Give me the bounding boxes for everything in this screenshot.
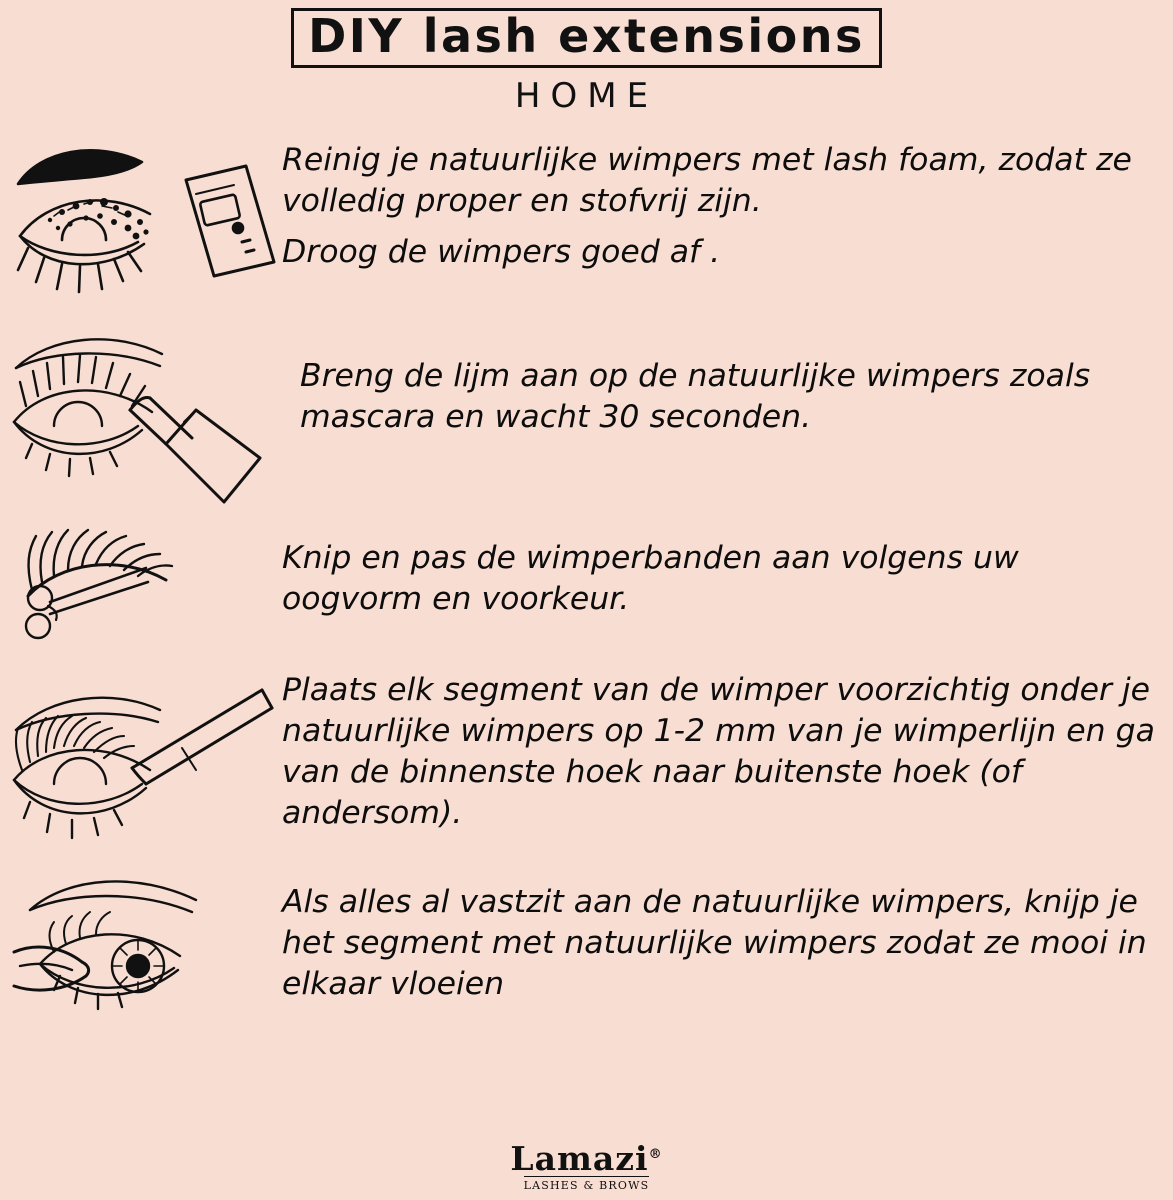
step-item: [0, 662, 1173, 872]
step-paragraph: Plaats elk segment van de wimper voorzichtig onder je natuurlijke wimpers op 1-2 mm van je wimperlijn en ga van de binnenste hoek naar buitenste hoek (of andersom).: [282, 672, 1155, 831]
step-text: [282, 326, 1155, 438]
brand-tagline: LASHES & BROWS: [524, 1176, 650, 1192]
lash-strip-with-scissors-icon: [10, 510, 282, 660]
eye-with-fingers-pinching-lashes-icon: [10, 866, 282, 1036]
page-title: DIY lash extensions: [308, 9, 865, 63]
eye-with-lash-foam-cleanser-icon: [10, 132, 282, 322]
step-text: [282, 132, 1155, 273]
step-text: [282, 510, 1155, 620]
brand-logo: [0, 1139, 1173, 1194]
step-item: [0, 132, 1173, 322]
step-text: [282, 662, 1155, 834]
brand-name-wrap: [510, 1139, 663, 1178]
page-subtitle: HOME: [514, 76, 659, 116]
step-paragraph: Droog de wimpers goed af .: [282, 233, 721, 270]
step-paragraph: Als alles al vastzit aan de natuurlijke wimpers, knijp je het segment met natuurlijke wimpers zodat ze mooi in elkaar vloeien: [282, 884, 1147, 1002]
title-box: [291, 8, 882, 68]
step-item: [0, 866, 1173, 1036]
steps-list: [0, 132, 1173, 1036]
step-paragraph: Reinig je natuurlijke wimpers met lash foam, zodat ze volledig proper en stofvrij zijn.: [282, 142, 1132, 219]
eye-with-glue-applicator-icon: [10, 326, 282, 516]
eye-with-tweezers-placing-lash-icon: [10, 662, 282, 872]
step-item: [0, 326, 1173, 516]
step-paragraph: Breng de lijm aan op de natuurlijke wimpers zoals mascara en wacht 30 seconden.: [300, 358, 1091, 435]
registered-mark: ®: [648, 1147, 663, 1162]
step-item: [0, 510, 1173, 660]
step-text: [282, 866, 1155, 1005]
poster-header: [0, 0, 1173, 116]
brand-name: Lamazi: [510, 1139, 649, 1178]
step-paragraph: Knip en pas de wimperbanden aan volgens uw oogvorm en voorkeur.: [282, 540, 1019, 617]
